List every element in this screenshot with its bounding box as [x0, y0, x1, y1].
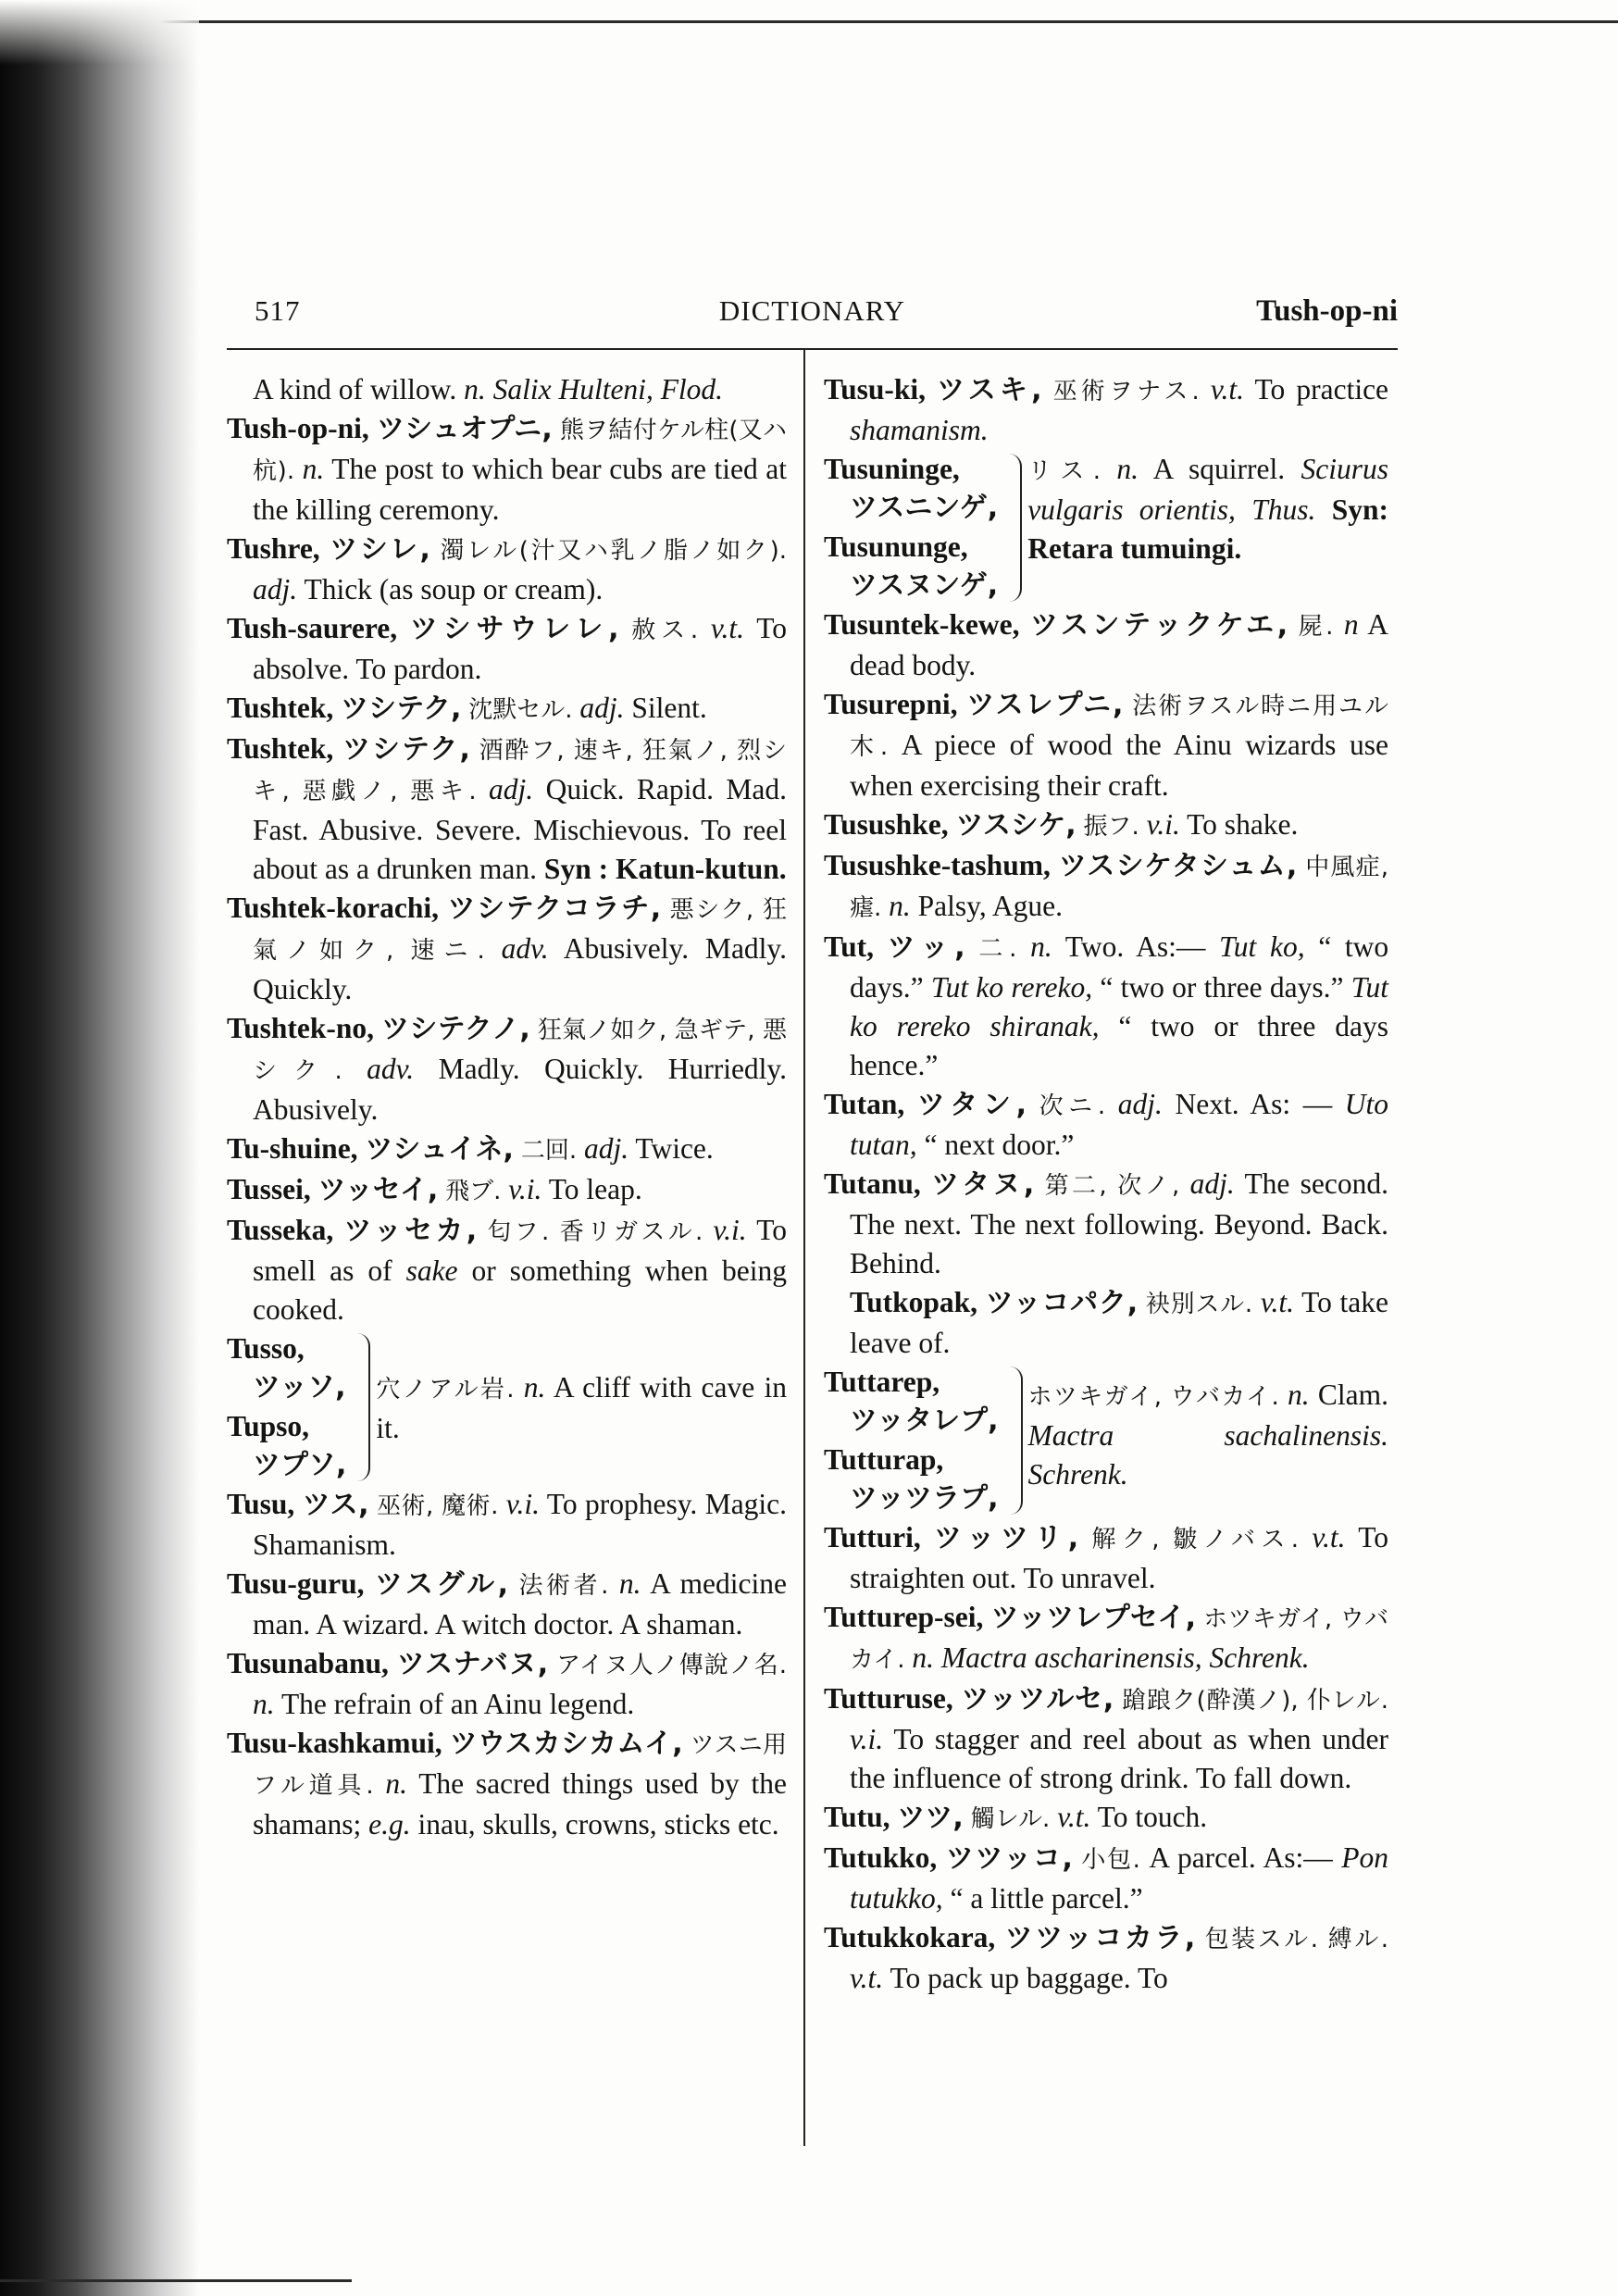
- katakana-reading: ツッタレプ,: [850, 1404, 999, 1437]
- dictionary-entry: [824, 605, 1388, 685]
- katakana-reading: ツシュイネ,: [365, 1133, 514, 1166]
- headword: Tusso,: [227, 1332, 305, 1365]
- dictionary-entry: [227, 1170, 787, 1211]
- japanese-gloss: リス.: [1027, 457, 1101, 485]
- grouping-brace: [1001, 1366, 1023, 1515]
- katakana-reading: ツッツリ,: [934, 1522, 1079, 1554]
- dictionary-entry: [824, 928, 1388, 1085]
- definition: The sacred things used by the shamans;: [253, 1767, 787, 1841]
- book-spine-shadow: [0, 0, 199, 2296]
- dictionary-entry: [227, 1644, 787, 1724]
- part-of-speech: adj.: [1189, 1167, 1235, 1200]
- katakana-reading: ツプソ,: [253, 1449, 347, 1481]
- dictionary-entry: [227, 1129, 787, 1170]
- katakana-reading: ツッセカ,: [343, 1215, 478, 1247]
- katakana-reading: ツッコパク,: [985, 1287, 1139, 1319]
- example-ainu: Tut ko rereko shiranak,: [850, 971, 1389, 1042]
- example-translation: “ next door.”: [924, 1129, 1075, 1161]
- japanese-gloss: 悪シク, 狂氣ノ如ク, 速ニ.: [253, 896, 788, 965]
- headword: Tusu-ki,: [824, 373, 927, 406]
- katakana-reading: ツシュオプニ,: [376, 413, 553, 445]
- headword: Tush-saurere,: [227, 612, 398, 644]
- latin-name: Mactra ascharinensis, Schrenk.: [940, 1641, 1310, 1674]
- katakana-reading: ツッツルセ,: [961, 1683, 1114, 1716]
- dictionary-entry: [824, 1165, 1388, 1283]
- headword: Tushtek-no,: [227, 1012, 375, 1044]
- katakana-reading: ツタヌ,: [931, 1168, 1035, 1201]
- headword: Tutturep-sei,: [824, 1601, 984, 1633]
- synonym: Syn: Retara tumuingi.: [1027, 493, 1388, 565]
- scan-top-rule: [0, 20, 1618, 23]
- headword: Tusunabanu,: [227, 1647, 389, 1679]
- part-of-speech: n: [1343, 608, 1359, 641]
- definition: A dead body.: [850, 608, 1389, 681]
- part-of-speech: v.i.: [850, 1723, 884, 1755]
- katakana-reading: ツシテクノ,: [381, 1013, 530, 1045]
- page-number: 517: [255, 294, 301, 327]
- headword: Tushtek,: [227, 732, 334, 765]
- headword: Tusushke,: [824, 808, 949, 841]
- katakana-reading: ツツ,: [897, 1802, 964, 1834]
- part-of-speech: n.: [618, 1567, 641, 1600]
- headword: Tush-op-ni,: [227, 412, 369, 444]
- part-of-speech: v.i.: [508, 1173, 542, 1205]
- definition: To leap.: [548, 1173, 642, 1205]
- definition: The post to which bear cubs are tied at the killing ceremony.: [253, 453, 788, 526]
- definition: Two. As:—: [1064, 930, 1206, 963]
- running-title: DICTIONARY: [718, 294, 906, 327]
- definition: To shake.: [1187, 808, 1299, 841]
- part-of-speech: n.: [302, 453, 325, 485]
- definition: Next. As: —: [1175, 1088, 1333, 1120]
- example-ainu: Uto tutan,: [850, 1088, 1389, 1161]
- katakana-reading: ツスニンゲ,: [850, 492, 999, 524]
- definition: A squirrel.: [1152, 453, 1286, 485]
- dictionary-entry: [227, 530, 787, 609]
- katakana-reading: ツシテクコラチ,: [447, 892, 662, 925]
- part-of-speech: adj.: [253, 573, 298, 605]
- right-column: [824, 370, 1388, 2157]
- headword: Tutturap,: [824, 1443, 944, 1476]
- dictionary-entry: [824, 1918, 1388, 1998]
- definition: Quick. Rapid. Mad. Fast. Abusive. Severe. Mischievous. To reel about as a drunken man.: [253, 773, 788, 885]
- headword: Tutturi,: [824, 1521, 921, 1554]
- part-of-speech: n.: [912, 1641, 934, 1674]
- dictionary-entry: [227, 1009, 787, 1129]
- japanese-gloss: 屍.: [1298, 613, 1334, 641]
- part-of-speech: v.i.: [1146, 808, 1180, 841]
- grouping-brace: [348, 1333, 370, 1481]
- headword: Tutturuse,: [824, 1682, 953, 1715]
- definition: To prophesy. Magic. Shamanism.: [253, 1488, 788, 1561]
- dictionary-entry: [824, 370, 1388, 450]
- katakana-reading: ツスシケタシュム,: [1058, 850, 1298, 882]
- definition: To pack up baggage. To: [890, 1962, 1168, 1994]
- japanese-gloss: 酒酔フ, 速キ, 狂氣ノ, 烈シキ, 惡戯ノ, 悪キ.: [253, 737, 788, 805]
- headword: Tusushke-tashum,: [824, 849, 1051, 881]
- japanese-gloss: ホツキガイ, ウバカイ.: [850, 1605, 1389, 1674]
- headword: Tutu,: [824, 1801, 890, 1833]
- headword: Tusununge,: [824, 530, 968, 563]
- example-translation: “ two or three days hence.”: [850, 1010, 1389, 1081]
- japanese-gloss: 袂別スル.: [1145, 1291, 1253, 1318]
- headword: Tutukkokara,: [824, 1921, 996, 1953]
- part-of-speech: adv.: [501, 932, 549, 965]
- japanese-gloss: アイヌ人ノ傳說ノ名.: [556, 1652, 788, 1679]
- headword: Tupso,: [227, 1410, 310, 1442]
- headword: Tushre,: [227, 532, 320, 565]
- part-of-speech: adj.: [1117, 1088, 1163, 1120]
- dictionary-entry: [227, 1724, 787, 1844]
- headword: Tusu,: [227, 1488, 295, 1520]
- headword: Tutanu,: [824, 1167, 921, 1200]
- example-ainu: Pon tutukko,: [850, 1841, 1389, 1915]
- part-of-speech: v.t.: [710, 612, 745, 644]
- part-of-speech: n.: [1288, 1379, 1310, 1411]
- definition: A parcel. As:—: [1149, 1841, 1333, 1874]
- definition-italic: e.g.: [368, 1808, 411, 1841]
- katakana-reading: ツツッコ,: [945, 1842, 1073, 1875]
- dictionary-entry: [824, 1518, 1388, 1598]
- dictionary-entry: [227, 1565, 787, 1644]
- definition: To absolve. To pardon.: [253, 612, 788, 685]
- headword: Tusuninge,: [824, 453, 960, 485]
- part-of-speech: n.: [385, 1767, 408, 1800]
- definition: A cliff with cave in it.: [376, 1371, 787, 1444]
- definition: The refrain of an Ainu legend.: [280, 1688, 635, 1720]
- example-ainu: Tut ko rereko,: [930, 971, 1093, 1004]
- part-of-speech: adj.: [579, 692, 625, 724]
- example-ainu: Tut ko,: [1219, 930, 1305, 963]
- definition: Abusively. Madly. Quickly.: [253, 932, 788, 1005]
- part-of-speech: n.: [889, 890, 911, 922]
- katakana-reading: ツスンテックケエ,: [1029, 609, 1288, 642]
- japanese-gloss: 第二, 次ノ,: [1044, 1172, 1180, 1200]
- katakana-reading: ツツッコカラ,: [1004, 1922, 1196, 1954]
- headword: Tusu-guru,: [227, 1567, 365, 1600]
- japanese-gloss: 濁レル(汁又ハ乳ノ脂ノ如ク).: [440, 537, 788, 565]
- japanese-gloss: 匂フ. 香リガスル.: [487, 1218, 703, 1246]
- definition: inau, skulls, crowns, sticks etc.: [417, 1808, 779, 1841]
- headword: Tut,: [824, 930, 875, 963]
- headword: Tusu-kashkamui,: [227, 1727, 442, 1759]
- japanese-gloss: 狂氣ノ如ク, 急ギテ, 悪シク.: [253, 1017, 788, 1085]
- headword: Tussei,: [227, 1173, 311, 1205]
- japanese-gloss: 中風症, 瘧.: [850, 854, 1388, 922]
- katakana-reading: ツッソ,: [253, 1371, 346, 1404]
- headword: Tuttarep,: [824, 1366, 940, 1398]
- headword: Tusuntek-kewe,: [824, 608, 1020, 641]
- katakana-reading: ツッツラプ,: [850, 1482, 999, 1515]
- dictionary-entry: [824, 1598, 1388, 1679]
- katakana-reading: ツス,: [302, 1489, 369, 1521]
- headword: Tusurepni,: [824, 688, 958, 720]
- definition: Palsy, Ague.: [917, 890, 1063, 922]
- definition: A medicine man. A wizard. A witch doctor. A shaman.: [253, 1567, 788, 1641]
- japanese-gloss: 二回.: [520, 1137, 578, 1165]
- dictionary-entry: [824, 685, 1388, 805]
- dictionary-entry: [227, 409, 787, 530]
- dictionary-entry: [227, 1211, 787, 1329]
- dictionary-entry: [824, 1839, 1388, 1918]
- dictionary-entry: [824, 1085, 1388, 1165]
- dictionary-entry: [824, 1798, 1388, 1839]
- katakana-reading: ツスヌンゲ,: [850, 569, 999, 602]
- headword: Tutkopak,: [850, 1286, 978, 1318]
- japanese-gloss: 小包.: [1081, 1846, 1140, 1874]
- part-of-speech: n.: [1030, 930, 1052, 963]
- japanese-gloss: 次ニ.: [1039, 1092, 1106, 1120]
- part-of-speech: v.t.: [850, 1962, 884, 1994]
- part-of-speech: n.: [253, 1688, 275, 1720]
- japanese-gloss: 飛ブ.: [445, 1178, 502, 1205]
- definition: To straighten out. To unravel.: [850, 1521, 1389, 1594]
- page-header: [227, 294, 1398, 341]
- part-of-speech: adj.: [489, 773, 534, 805]
- katakana-reading: ツスグル,: [374, 1568, 509, 1601]
- scan-bottom-rule: [0, 2279, 352, 2282]
- dictionary-entry: [227, 889, 787, 1009]
- japanese-gloss: 振フ.: [1083, 813, 1139, 841]
- japanese-gloss: 法術者.: [518, 1572, 609, 1600]
- definition: To take leave of.: [850, 1286, 1388, 1359]
- definition: To touch.: [1097, 1801, 1208, 1833]
- definition: Twice.: [635, 1132, 714, 1165]
- definition: A piece of wood the Ainu wizards use when exercising their craft.: [850, 729, 1389, 802]
- example-translation: “ two days.”: [850, 930, 1389, 1004]
- katakana-reading: ツッツレプセイ,: [990, 1602, 1196, 1634]
- katakana-reading: ツスナバヌ,: [396, 1648, 549, 1680]
- definition: To practice: [1254, 373, 1389, 406]
- headword: Tushtek-korachi,: [227, 892, 440, 924]
- dictionary-entry: [824, 846, 1388, 928]
- dictionary-entry: [227, 730, 787, 889]
- left-column: [227, 370, 787, 2157]
- part-of-speech: adv.: [367, 1053, 415, 1085]
- japanese-gloss: 巫術, 魔術.: [376, 1492, 499, 1520]
- katakana-reading: ツスシケ,: [955, 809, 1077, 842]
- part-of-speech: v.i.: [713, 1214, 747, 1246]
- headword: Tutukko,: [824, 1841, 938, 1874]
- synonym: Syn : Katun-kutun.: [543, 853, 787, 885]
- part-of-speech: v.i.: [505, 1488, 540, 1520]
- grouped-entry: [824, 450, 1388, 605]
- definition: To smell as of: [253, 1214, 788, 1287]
- headword: Tutan,: [824, 1088, 905, 1120]
- part-of-speech: adj.: [583, 1132, 629, 1165]
- katakana-reading: ツスレプニ,: [966, 689, 1124, 721]
- japanese-gloss: 二.: [978, 935, 1017, 963]
- headword: Tusseka,: [227, 1214, 334, 1246]
- definition: or something when being cooked.: [253, 1254, 788, 1326]
- japanese-gloss: 蹌踉ク(酔漢ノ), 仆レル.: [1122, 1687, 1389, 1715]
- definition-italic: sake: [405, 1254, 458, 1287]
- grouping-brace: [1000, 454, 1022, 602]
- dictionary-entry: A kind of willow. n. Salix Hulteni, Flod.: [253, 373, 724, 406]
- katakana-reading: ツッセイ,: [317, 1174, 439, 1206]
- grouped-entry: [227, 1329, 787, 1485]
- dictionary-entry: [227, 609, 787, 689]
- katakana-reading: ツシテク,: [342, 733, 470, 766]
- latin-name: Sciurus vulgaris orientis, Thus.: [1027, 453, 1389, 526]
- part-of-speech: v.t.: [1210, 373, 1245, 406]
- japanese-gloss: 解ク, 皺ノバス.: [1091, 1526, 1300, 1554]
- katakana-reading: ツウスカシカムイ,: [449, 1728, 683, 1760]
- japanese-gloss: 觸レル.: [970, 1805, 1051, 1833]
- katakana-reading: ツシサウレレ,: [409, 613, 619, 645]
- dictionary-entry: [824, 1283, 1388, 1363]
- japanese-gloss: 包装スル. 縛ル.: [1204, 1926, 1389, 1953]
- definition: Clam.: [1317, 1379, 1389, 1411]
- japanese-gloss: 赦ス.: [631, 617, 699, 644]
- part-of-speech: v.t.: [1312, 1521, 1346, 1554]
- dictionary-entry: [824, 805, 1388, 846]
- katakana-reading: ツタン,: [916, 1089, 1027, 1121]
- part-of-speech: v.t.: [1057, 1801, 1091, 1833]
- grouped-entry: [824, 1363, 1388, 1518]
- japanese-gloss: ツスニ用フル道具.: [253, 1731, 787, 1800]
- japanese-gloss: ホツキガイ, ウバカイ.: [1027, 1383, 1279, 1411]
- example-translation: “ a little parcel.”: [950, 1882, 1143, 1915]
- headword: Tu-shuine,: [227, 1132, 358, 1165]
- japanese-gloss: 法術ヲスル時ニ用ユル木.: [850, 693, 1388, 761]
- definition: Thick (as soup or cream).: [304, 573, 604, 605]
- japanese-gloss: 沈默セル.: [468, 696, 573, 724]
- part-of-speech: n.: [523, 1371, 546, 1404]
- example-translation: “ two or three days.”: [1100, 971, 1344, 1004]
- part-of-speech: v.t.: [1260, 1286, 1294, 1318]
- definition-italic: shamanism.: [850, 414, 989, 446]
- header-rule: [227, 348, 1398, 350]
- definition: Madly. Quickly. Hurriedly. Abusively.: [253, 1053, 788, 1126]
- japanese-gloss: 巫術ヲナス.: [1052, 378, 1200, 406]
- katakana-reading: ツッ,: [887, 931, 965, 964]
- katakana-reading: ツシレ,: [330, 533, 430, 566]
- definition: To stagger and reel about as when under the influence of strong drink. To fall down.: [850, 1723, 1388, 1794]
- katakana-reading: ツシテク,: [341, 693, 462, 725]
- japanese-gloss: 熊ヲ結付ケル柱(又ハ杭).: [253, 417, 787, 485]
- dictionary-entry: [227, 689, 787, 730]
- column-divider: [803, 350, 805, 2146]
- latin-name: Mactra sachalinensis. Schrenk.: [1027, 1419, 1388, 1491]
- katakana-reading: ツスキ,: [937, 374, 1042, 406]
- definition: The second. The next. The next following. Beyond. Back. Behind.: [850, 1167, 1389, 1279]
- japanese-gloss: 穴ノアル岩.: [376, 1376, 515, 1404]
- guide-word: Tush-op-ni: [1256, 294, 1398, 328]
- dictionary-entry: [227, 1485, 787, 1565]
- part-of-speech: n.: [1116, 453, 1139, 485]
- dictionary-entry: [824, 1679, 1388, 1798]
- spine-shadow-fade: [0, 0, 199, 65]
- definition: Silent.: [631, 692, 707, 724]
- headword: Tushtek,: [227, 692, 334, 724]
